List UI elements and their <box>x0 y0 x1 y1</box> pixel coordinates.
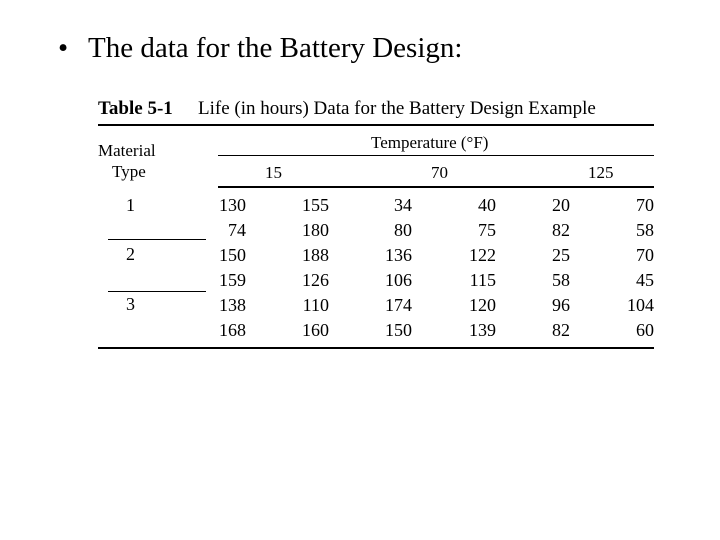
table-cell: 115 <box>469 270 496 290</box>
table-cell: 174 <box>385 295 412 315</box>
table-cell: 75 <box>478 220 496 240</box>
table-cell: 150 <box>219 245 246 265</box>
material-type-2: 2 <box>126 244 135 264</box>
table-cell: 40 <box>478 195 496 215</box>
table-cell: 58 <box>636 220 654 240</box>
table-cell: 180 <box>302 220 329 240</box>
material-type-1: 1 <box>126 195 135 215</box>
bullet-icon: • <box>58 32 69 64</box>
bottom-rule <box>98 347 654 349</box>
header-rule <box>218 186 654 188</box>
header-temp-70: 70 <box>431 163 448 182</box>
table-cell: 188 <box>302 245 329 265</box>
table-cell: 20 <box>552 195 570 215</box>
table-label: Table 5-1 <box>98 98 173 119</box>
group-rule-2 <box>108 291 206 292</box>
table-caption-text: Life (in hours) Data for the Battery Design Example <box>198 98 596 119</box>
table-cell: 138 <box>219 295 246 315</box>
table-cell: 82 <box>552 220 570 240</box>
table-caption <box>98 97 596 121</box>
table-cell: 136 <box>385 245 412 265</box>
table-cell: 126 <box>302 270 329 290</box>
header-temperature: Temperature (°F) <box>371 133 489 152</box>
table-cell: 160 <box>302 320 329 340</box>
table-cell: 139 <box>469 320 496 340</box>
table-cell: 60 <box>636 320 654 340</box>
table-cell: 122 <box>469 245 496 265</box>
table-cell: 159 <box>219 270 246 290</box>
header-temp-15: 15 <box>265 163 282 182</box>
table-cell: 70 <box>636 245 654 265</box>
table-cell: 58 <box>552 270 570 290</box>
temperature-rule <box>218 155 654 156</box>
top-rule <box>98 124 654 126</box>
table-cell: 82 <box>552 320 570 340</box>
table-cell: 120 <box>469 295 496 315</box>
table-cell: 70 <box>636 195 654 215</box>
table-cell: 25 <box>552 245 570 265</box>
table-cell: 130 <box>219 195 246 215</box>
table-cell: 34 <box>394 195 412 215</box>
table-cell: 168 <box>219 320 246 340</box>
header-type: Type <box>112 162 146 181</box>
table-cell: 104 <box>627 295 654 315</box>
table-cell: 106 <box>385 270 412 290</box>
header-material: Material <box>98 141 156 160</box>
slide-title <box>58 30 462 66</box>
material-type-3: 3 <box>126 294 135 314</box>
table-cell: 74 <box>228 220 246 240</box>
table-cell: 96 <box>552 295 570 315</box>
table-cell: 110 <box>302 295 329 315</box>
table-cell: 80 <box>394 220 412 240</box>
header-temp-125: 125 <box>588 163 614 182</box>
slide-title-text: The data for the Battery Design: <box>88 32 463 64</box>
table-cell: 45 <box>636 270 654 290</box>
group-rule-1 <box>108 239 206 240</box>
table-cell: 150 <box>385 320 412 340</box>
table-cell: 155 <box>302 195 329 215</box>
